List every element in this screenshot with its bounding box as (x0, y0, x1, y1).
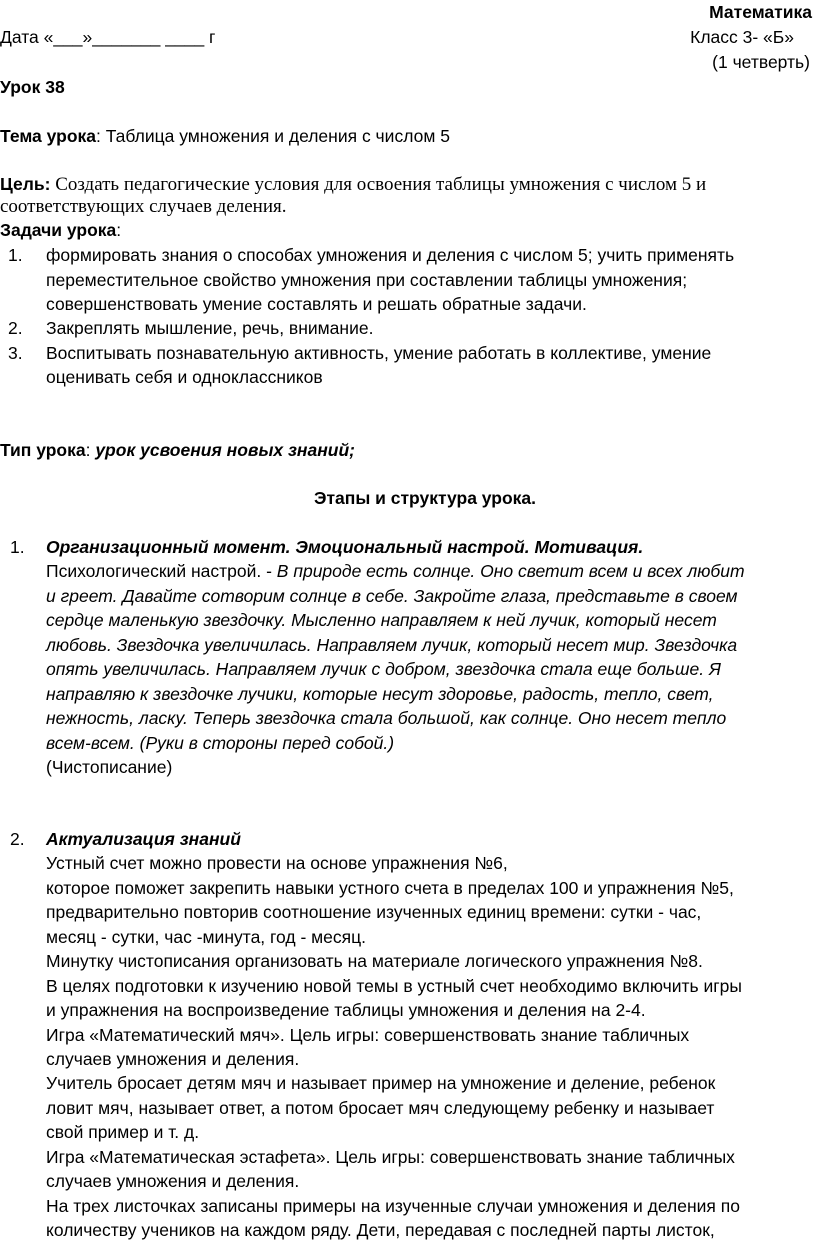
stage-text-line: Игра «Математическая эстафета». Цель игры: совершенствовать знание табличных (46, 1147, 735, 1167)
goal-label: Цель: (0, 174, 51, 194)
stage-text-line: любовь. Звездочка увеличилась. Направляем лучик, который несет мир. Звездочка (46, 635, 738, 655)
stage-text-line: опять увеличилась. Направляем лучик с добром, звездочка стала еще больше. Я (46, 659, 721, 679)
tasks-heading (0, 218, 121, 243)
stage-text-line: (Чистописание) (46, 757, 173, 777)
goal-text-2: соответствующих случаев деления. (0, 196, 287, 217)
stage-text-line: Минутку чистописания организовать на материале логического упражнения №8. (46, 951, 703, 971)
lesson-type-value: урок усвоения новых знаний; (95, 440, 355, 460)
topic-label: Тема урока (0, 126, 97, 146)
subject-title: Математика (709, 2, 812, 22)
topic-line (0, 124, 450, 149)
stage-text-line: случаев умножения и деления. (46, 1049, 300, 1069)
stage-text-line: Игра «Математический мяч». Цель игры: совершенствовать знание табличных (46, 1025, 690, 1045)
task-line: переместительное свойство умножения при составлении таблицы умножения; (46, 270, 688, 290)
stage-text-line: предварительно повторив соотношение изученных единиц времени: сутки - час, (46, 902, 702, 922)
stage-number: 1. (10, 537, 25, 557)
stage-text-line: всем-всем. (Руки в стороны перед собой.) (46, 733, 395, 753)
stage-text-line: случаев умножения и деления. (46, 1171, 300, 1191)
stage-text-line: и упражнения на воспроизведение таблицы умножения и деления на 2-4. (46, 1000, 646, 1020)
stage-text-line: Учитель бросает детям мяч и называет пример на умножение и деление, ребенок (46, 1073, 716, 1093)
stages-title: Этапы и структура урока. (314, 488, 537, 508)
task-number: 1. (8, 245, 23, 265)
task-line: Воспитывать познавательную активность, умение работать в коллективе, умение (46, 343, 712, 363)
stage-text-line: направляю к звездочке лучики, которые несут здоровье, радость, тепло, свет, (46, 684, 714, 704)
stage-text-line: и греет. Давайте сотворим солнце в себе. Закройте глаза, представьте в своем (46, 586, 738, 606)
task-number: 3. (8, 343, 23, 363)
mood-intro: Психологический настрой. - (46, 561, 277, 581)
stage-text-line: нежность, ласку. Теперь звездочка стала большой, как солнце. Оно несет тепло (46, 708, 727, 728)
task-line: совершенствовать умение составлять и решать обратные задачи. (46, 294, 587, 314)
stage-text-line: В целях подготовки к изучению новой темы в устный счет необходимо включить игры (46, 976, 742, 996)
stage-text-line: сердце маленькую звездочку. Мысленно направляем к ней лучик, который несет (46, 610, 717, 630)
goal-line-1 (0, 172, 706, 198)
class-label: Класс 3- «Б» (690, 27, 794, 47)
mood-italic: В природе есть солнце. Оно светит всем и всех любит (276, 561, 745, 581)
goal-text-1: Создать педагогические условия для освоения таблицы умножения с числом 5 и (50, 174, 707, 195)
lesson-type-label: Тип урока (0, 440, 86, 460)
lesson-type-colon: : (85, 440, 96, 460)
task-line: оценивать себя и одноклассников (46, 367, 323, 387)
stage-text-line: количеству учеников на каждом ряду. Дети, передавая с последней парты листок, (46, 1220, 715, 1240)
date-line: Дата «___»_______ ____ г (0, 27, 216, 47)
quarter-label: (1 четверть) (712, 52, 810, 72)
stage-text-line: месяц - сутки, час -минута, год - месяц. (46, 927, 367, 947)
tasks-colon: : (116, 220, 122, 240)
stage-number: 2. (10, 829, 25, 849)
topic-text: : Таблица умножения и деления с числом 5 (96, 126, 450, 146)
stage-title: Актуализация знаний (46, 829, 241, 849)
stage-text-line: Устный счет можно провести на основе упражнения №6, (46, 853, 508, 873)
lesson-number: Урок 38 (0, 77, 65, 97)
stage-text-line: ловит мяч, называет ответ, а потом бросает мяч следующему ребенку и называет (46, 1098, 715, 1118)
stage-text-line (46, 559, 745, 584)
lesson-type-line (0, 438, 355, 463)
task-line: Закреплять мышление, речь, внимание. (46, 318, 374, 338)
task-line: формировать знания о способах умножения и деления с числом 5; учить применять (46, 245, 735, 265)
tasks-label: Задачи урока (0, 220, 117, 240)
stage-title: Организационный момент. Эмоциональный настрой. Мотивация. (46, 537, 644, 557)
task-number: 2. (8, 318, 23, 338)
stage-text-line: На трех листочках записаны примеры на изученные случаи умножения и деления по (46, 1196, 740, 1216)
stage-text-line: свой пример и т. д. (46, 1122, 200, 1142)
stage-text-line: которое поможет закрепить навыки устного счета в пределах 100 и упражнения №5, (46, 878, 734, 898)
